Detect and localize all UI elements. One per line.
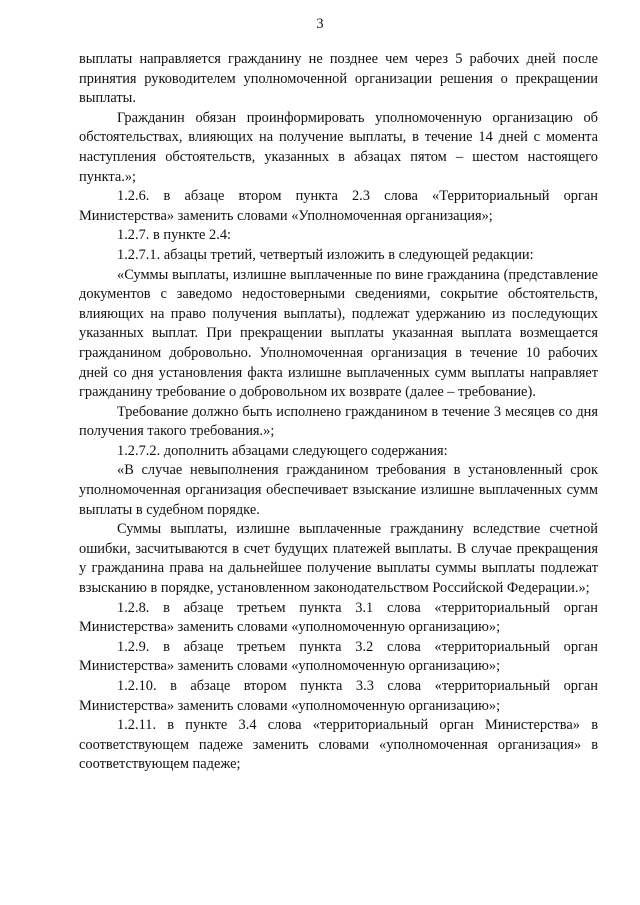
- paragraph: 1.2.6. в абзаце втором пункта 2.3 слова «Территориальный орган Министерства» заменить словами «Уполномоченная организация»;: [79, 188, 598, 224]
- paragraph: 1.2.7. в пункте 2.4:: [117, 227, 232, 244]
- page-number: 3: [316, 16, 324, 32]
- paragraph: Гражданин обязан проинформировать уполномоченную организацию об обстоятельствах, влияющих на получение выплаты, в течение 14 дней с момента наступления обстоятельств, указанных в абзацах пятом – шестом настоящего пункта.»;: [79, 109, 598, 185]
- paragraph: выплаты направляется гражданину не позднее чем через 5 рабочих дней после принятия руководителем уполномоченной организации решения о прекращении выплаты.: [79, 51, 598, 107]
- paragraph: 1.2.11. в пункте 3.4 слова «территориальный орган Министерства» в соответствующем падеже заменить словами «уполномоченная организация» в соответствующем падеже;: [79, 717, 598, 773]
- paragraph: 1.2.10. в абзаце втором пункта 3.3 слова «территориальный орган Министерства» заменить словами «уполномоченную организацию»;: [79, 678, 598, 714]
- paragraph: «Суммы выплаты, излишне выплаченные по вине гражданина (представление документов с заведомо недостоверными сведениями, сокрытие обстоятельств, влияющих на право получения выплаты), подлежат удержанию из последующих указанных выплат. При прекращении выплаты указанная выплата возмещается гражданином добровольно. Уполномоченная организация в течение 10 рабочих дней со дня установления факта излишне выплаченных сумм выплаты направляет гражданину требование о добровольном их возврате (далее – требование).: [79, 266, 598, 401]
- paragraph: 1.2.9. в абзаце третьем пункта 3.2 слова «территориальный орган Министерства» заменить словами «уполномоченную организацию»;: [79, 638, 598, 675]
- paragraph: «В случае невыполнения гражданином требования в установленный срок уполномоченная организация обеспечивает взыскание излишне выплаченных сумм выплаты в судебном порядке.: [79, 462, 598, 518]
- paragraph: Суммы выплаты, излишне выплаченные гражданину вследствие счетной ошибки, засчитываются в счет будущих платежей выплаты. В случае прекращения у гражданина права на дальнейшее получение выплаты суммы выплаты подлежат взысканию в порядке, установленном законодательством Российской Федерации.»;: [79, 521, 598, 597]
- paragraph: 1.2.8. в абзаце третьем пункта 3.1 слова «территориальный орган Министерства» заменить словами «уполномоченную организацию»;: [79, 599, 598, 636]
- document-body: [79, 50, 598, 775]
- paragraph: Требование должно быть исполнено гражданином в течение 3 месяцев со дня получения такого требования.»;: [79, 403, 598, 440]
- paragraph: 1.2.7.1. абзацы третий, четвертый изложить в следующей редакции:: [117, 246, 534, 263]
- paragraph: 1.2.7.2. дополнить абзацами следующего содержания:: [117, 442, 448, 459]
